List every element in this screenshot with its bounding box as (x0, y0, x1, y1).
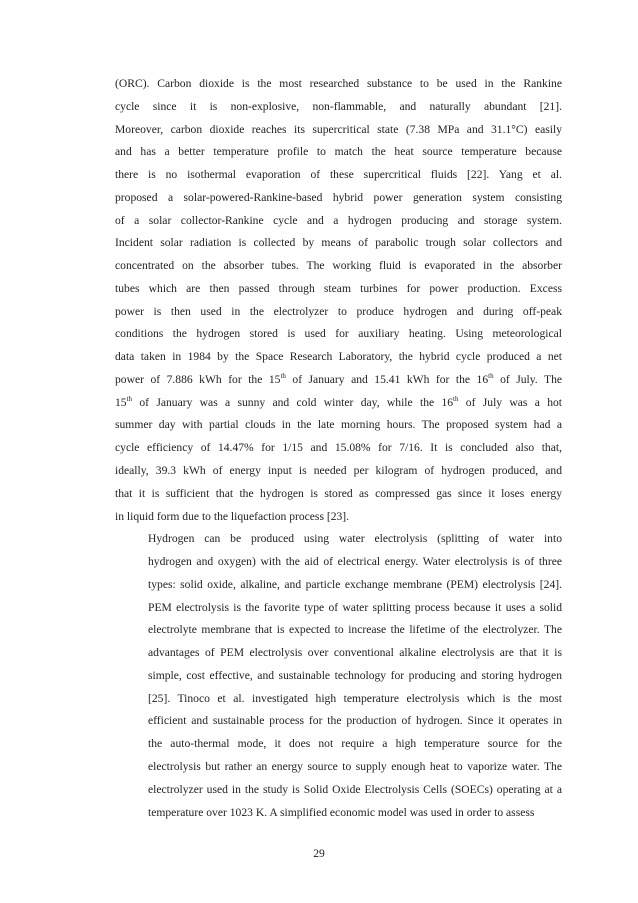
text-line: data taken in 1984 by the Space Research Laboratory, the hybrid cycle produced a net (115, 350, 562, 364)
page-number: 29 (313, 847, 325, 860)
text-line: concentrated on the absorber tubes. The working fluid is evaporated in the absorber (115, 259, 562, 273)
text-line: electrolysis but rather an energy source to supply enough heat to vaporize water. The (148, 759, 562, 773)
text-line: power is then used in the electrolyzer to produce hydrogen and during off-peak (115, 304, 562, 318)
text-line: tubes which are then passed through steam turbines for power production. Excess (115, 281, 562, 295)
text-line: temperature over 1023 K. A simplified economic model was used in order to assess (148, 805, 535, 819)
text-line: [25]. Tinoco et al. investigated high temperature electrolysis which is the most (148, 691, 562, 705)
text-line: conditions the hydrogen stored is used for auxiliary heating. Using meteorological (115, 327, 562, 341)
text-line: there is no isothermal evaporation of these supercritical fluids [22]. Yang et al. (115, 168, 562, 182)
text-line: Incident solar radiation is collected by means of parabolic trough solar collectors and (115, 236, 562, 250)
text-line: advantages of PEM electrolysis over conventional alkaline electrolysis are that it is (148, 646, 562, 660)
text-line: the auto-thermal mode, it does not require a high temperature source for the (148, 737, 562, 751)
text-line: cycle since it is non-explosive, non-flammable, and naturally abundant [21]. (115, 99, 562, 113)
text-line: and has a better temperature profile to match the heat source temperature because (115, 145, 562, 159)
text-line: types: solid oxide, alkaline, and particle exchange membrane (PEM) electrolysis [24]. (148, 577, 562, 591)
text-line: efficient and sustainable process for the production of hydrogen. Since it operates in (148, 714, 562, 728)
text-line: electrolyte membrane that is expected to increase the lifetime of the electrolyzer. The (148, 623, 562, 637)
text-line: PEM electrolysis is the favorite type of water splitting process because it uses a solid (148, 600, 562, 614)
paragraph (115, 73, 562, 528)
text-line: Moreover, carbon dioxide reaches its supercritical state (7.38 MPa and 31.1°C) easily (115, 122, 562, 136)
text-line: hydrogen and oxygen) with the aid of electrical energy. Water electrolysis is of three (148, 555, 562, 569)
text-line: that it is sufficient that the hydrogen is stored as compressed gas since it loses energy (115, 486, 562, 500)
body-text (115, 73, 562, 824)
text-line: simple, cost effective, and sustainable technology for producing and storing hydrogen (148, 668, 562, 682)
text-line: Hydrogen can be produced using water electrolysis (splitting of water into (148, 532, 562, 546)
text-line: electrolyzer used in the study is Solid Oxide Electrolysis Cells (SOECs) operating at a (148, 782, 562, 796)
text-line: 15th of January was a sunny and cold winter day, while the 16th of July was a hot (115, 394, 562, 409)
text-line: proposed a solar-powered-Rankine-based hybrid power generation system consisting (115, 190, 562, 204)
text-line: in liquid form due to the liquefaction process [23]. (115, 509, 350, 523)
text-line: power of 7.886 kWh for the 15th of January and 15.41 kWh for the 16th of July. The (115, 371, 562, 386)
text-line: summer day with partial clouds in the late morning hours. The proposed system had a (115, 418, 562, 432)
text-line: cycle efficiency of 14.47% for 1/15 and 15.08% for 7/16. It is concluded also that, (115, 441, 562, 455)
text-line: ideally, 39.3 kWh of energy input is needed per kilogram of hydrogen produced, and (115, 464, 562, 478)
paragraph (115, 528, 562, 824)
text-line: of a solar collector-Rankine cycle and a hydrogen producing and storage system. (115, 213, 562, 227)
text-line: (ORC). Carbon dioxide is the most researched substance to be used in the Rankine (115, 77, 562, 90)
